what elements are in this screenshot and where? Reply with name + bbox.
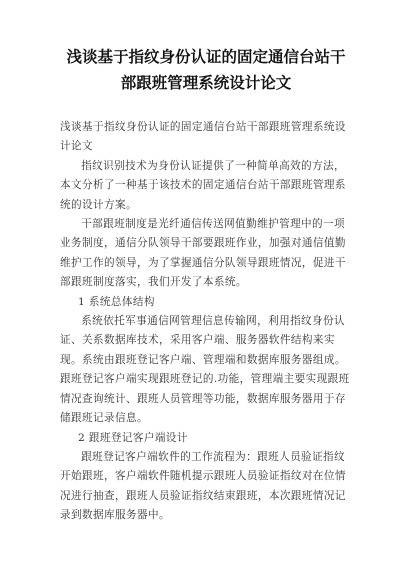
section-heading-client-design: 2 跟班登记客户端设计	[78, 431, 188, 444]
paragraph-client-design: 跟班登记客户端软件的工作流程为：跟班人员验证指纹开始跟班，客户端软件随机提示跟班人员验证指纹对在位情况进行抽查，跟班人员验证指纹结束跟班，本次跟班情况记录到数据库服务器中。	[60, 450, 346, 522]
document-body	[60, 118, 352, 526]
paragraph-abstract: 指纹识别技术为身份认证提供了一种简单高效的方法，本文分析了一种基于该技术的固定通信台站干部跟班管理系统的设计方案。	[60, 159, 346, 211]
title-line-1: 浅谈基于指纹身份认证的固定通信台站干	[66, 48, 346, 66]
paragraph-title-repeat: 浅谈基于指纹身份认证的固定通信台站干部跟班管理系统设计论文	[60, 121, 346, 153]
paragraph-system-structure: 系统依托军事通信网管理信息传输网，利用指纹身份认证、关系数据库技术，采用客户端、服务器软件结构来实现。系统由跟班登记客户端、管理端和数据库服务器组成。跟班登记客户端实现跟班登记的.功能，管理端主要实现跟班情况查询统计、跟班人员管理等功能，数据库服务器用于存储跟班记录信息。	[60, 315, 350, 425]
title-line-2: 部跟班管理系统设计论文	[120, 74, 292, 92]
section-heading-system-structure: 1 系统总体结构	[78, 295, 155, 308]
document-title	[52, 44, 360, 96]
paragraph-background: 干部跟班制度是光纤通信传送网值勤维护管理中的一项业务制度，通信分队领导干部要跟班作业，加强对通信值勤维护工作的领导，为了掌握通信分队领导跟班情况，促进干部跟班制度落实，我们开发了本系统。	[60, 218, 346, 289]
